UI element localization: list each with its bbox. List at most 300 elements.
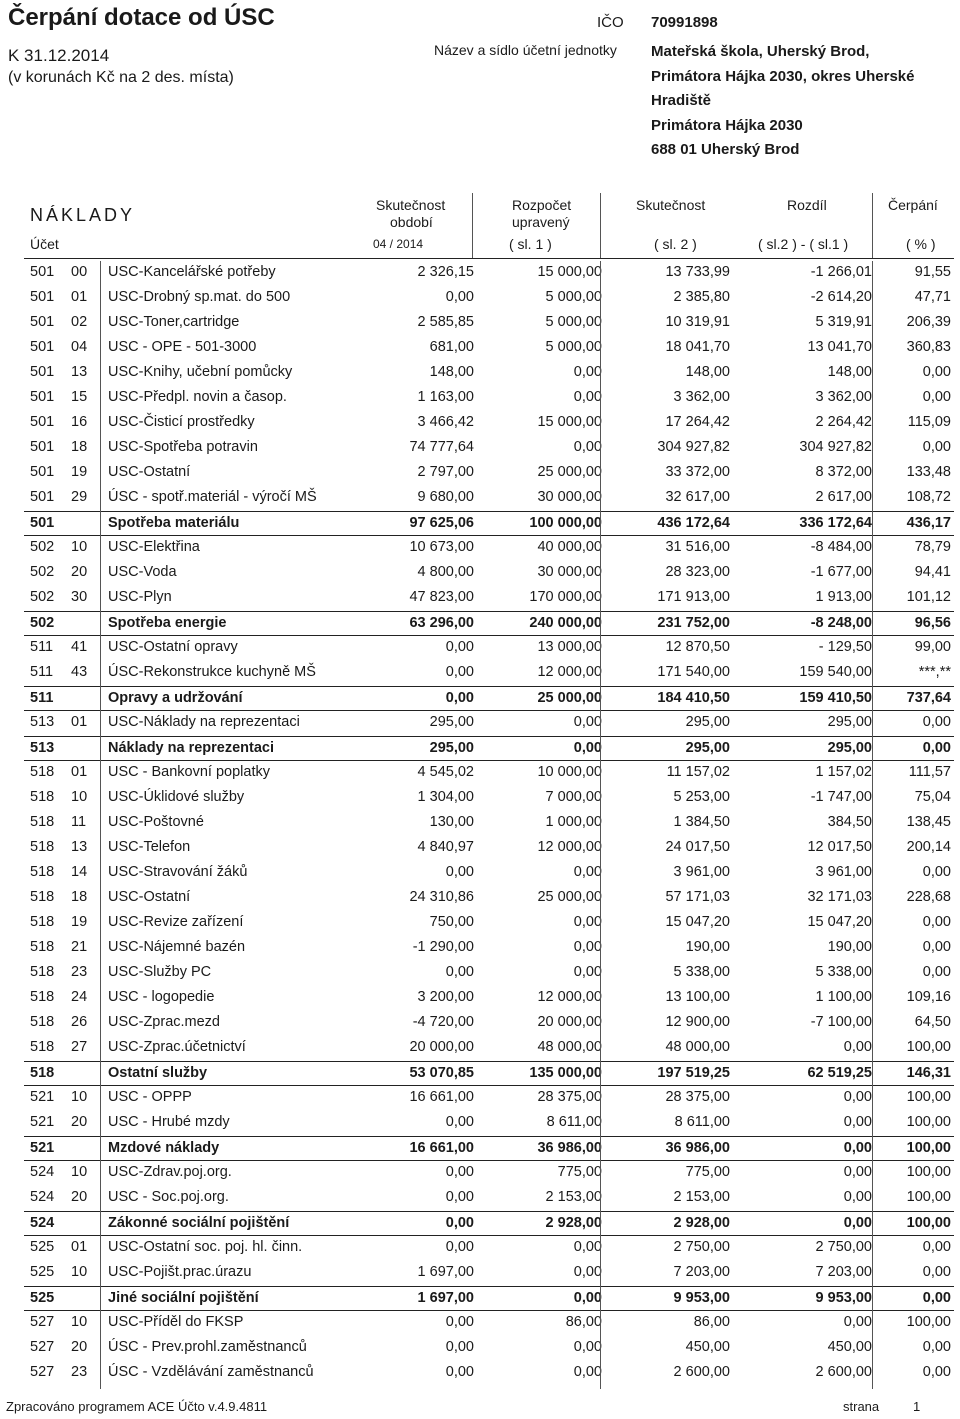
budget-value: 775,00 xyxy=(557,1164,602,1180)
budget-value: 170 000,00 xyxy=(529,589,602,605)
table-total-row xyxy=(24,611,954,636)
budget-value: 48 000,00 xyxy=(537,1039,602,1055)
row-description: Mzdové náklady xyxy=(108,1140,220,1156)
subaccount-code: 24 xyxy=(71,989,88,1005)
section-heading: NÁKLADY xyxy=(30,205,136,225)
difference-value: 3 961,00 xyxy=(815,864,872,880)
actual-value: 36 986,00 xyxy=(665,1140,730,1156)
difference-value: 5 319,91 xyxy=(815,314,872,330)
actual-period-value: 1 163,00 xyxy=(417,389,474,405)
budget-value: 5 000,00 xyxy=(545,314,602,330)
entity-address xyxy=(651,40,915,163)
table-row xyxy=(24,1036,954,1061)
percentage-value: 100,00 xyxy=(906,1089,951,1105)
budget-value: 0,00 xyxy=(573,939,602,955)
table-row xyxy=(24,986,954,1011)
percentage-value: 0,00 xyxy=(922,1339,951,1355)
difference-value: 0,00 xyxy=(843,1114,872,1130)
account-code: 518 xyxy=(30,889,55,905)
actual-value: 13 733,99 xyxy=(665,264,730,280)
actual-period-value: 47 823,00 xyxy=(409,589,474,605)
subaccount-code: 43 xyxy=(71,664,88,680)
difference-value: 0,00 xyxy=(843,1215,872,1231)
difference-value: 384,50 xyxy=(827,814,872,830)
difference-value: -8 248,00 xyxy=(810,615,872,631)
percentage-value: 0,00 xyxy=(922,1239,951,1255)
table-row xyxy=(24,886,954,911)
account-code: 518 xyxy=(30,864,55,880)
actual-period-value: 0,00 xyxy=(445,639,474,655)
row-description: USC-Ostatní opravy xyxy=(108,639,238,655)
percentage-value: 100,00 xyxy=(906,1140,951,1156)
actual-period-value: 9 680,00 xyxy=(417,489,474,505)
table-total-row xyxy=(24,511,954,536)
actual-period-value: 0,00 xyxy=(445,289,474,305)
actual-period-value: 1 697,00 xyxy=(417,1290,474,1306)
difference-value: 190,00 xyxy=(827,939,872,955)
table-total-row xyxy=(24,1286,954,1311)
subaccount-code: 18 xyxy=(71,889,88,905)
account-code: 502 xyxy=(30,539,55,555)
percentage-value: 100,00 xyxy=(906,1039,951,1055)
difference-value: -8 484,00 xyxy=(810,539,872,555)
difference-value: 1 100,00 xyxy=(815,989,872,1005)
table-row xyxy=(24,1261,954,1286)
actual-value: 5 253,00 xyxy=(673,789,730,805)
subaccount-code: 13 xyxy=(71,839,88,855)
row-description: USC-Poštovné xyxy=(108,814,204,830)
actual-value: 28 375,00 xyxy=(665,1089,730,1105)
actual-period-value: 53 070,85 xyxy=(409,1065,474,1081)
entity-line: Primátora Hájka 2030, okres Uherské xyxy=(651,67,915,85)
actual-period-value: 0,00 xyxy=(445,1339,474,1355)
table-total-row xyxy=(24,686,954,711)
actual-period-value: 2 797,00 xyxy=(417,464,474,480)
table-row xyxy=(24,761,954,786)
row-description: USC-Voda xyxy=(108,564,177,580)
subaccount-code: 01 xyxy=(71,714,88,730)
percentage-value: 111,57 xyxy=(908,764,951,780)
difference-value: 62 519,25 xyxy=(807,1065,872,1081)
account-code: 501 xyxy=(30,339,55,355)
budget-value: 0,00 xyxy=(573,439,602,455)
actual-value: 184 410,50 xyxy=(657,690,730,706)
difference-value: 304 927,82 xyxy=(799,439,872,455)
table-total-row xyxy=(24,1061,954,1086)
subaccount-code: 16 xyxy=(71,414,88,430)
budget-value: 7 000,00 xyxy=(545,789,602,805)
subaccount-code: 01 xyxy=(71,764,88,780)
table-row xyxy=(24,386,954,411)
footer-page-number: 1 xyxy=(913,1399,921,1414)
actual-period-value: 97 625,06 xyxy=(409,515,474,531)
actual-value: 3 961,00 xyxy=(673,864,730,880)
percentage-value: 115,09 xyxy=(907,414,951,430)
percentage-value: 100,00 xyxy=(906,1164,951,1180)
percentage-value: ***,** xyxy=(918,664,951,680)
row-description: USC-Revize zařízení xyxy=(108,914,244,930)
table-row xyxy=(24,1161,954,1186)
difference-value: 450,00 xyxy=(827,1339,872,1355)
account-code: 518 xyxy=(30,1039,55,1055)
actual-value: 2 153,00 xyxy=(673,1189,730,1205)
row-description: USC-Služby PC xyxy=(108,964,212,980)
difference-value: 2 750,00 xyxy=(815,1239,872,1255)
actual-value: 28 323,00 xyxy=(665,564,730,580)
account-code: 521 xyxy=(30,1114,55,1130)
row-description: USC-Knihy, učební pomůcky xyxy=(108,364,293,380)
difference-value: 0,00 xyxy=(843,1089,872,1105)
row-description: USC-Ostatní xyxy=(108,464,191,480)
subaccount-code: 10 xyxy=(71,1089,88,1105)
budget-value: 12 000,00 xyxy=(537,989,602,1005)
col1-heading-b: období xyxy=(390,214,433,230)
budget-value: 25 000,00 xyxy=(537,690,602,706)
budget-value: 5 000,00 xyxy=(545,289,602,305)
table-row xyxy=(24,1361,954,1386)
actual-period-value: 4 800,00 xyxy=(417,564,474,580)
col3-heading-b: ( sl. 2 ) xyxy=(654,236,697,252)
budget-value: 30 000,00 xyxy=(537,489,602,505)
table-row xyxy=(24,811,954,836)
account-code: 511 xyxy=(30,664,54,680)
actual-value: 8 611,00 xyxy=(674,1114,730,1130)
account-code: 518 xyxy=(30,1065,55,1081)
row-description: USC - logopedie xyxy=(108,989,215,1005)
budget-value: 40 000,00 xyxy=(537,539,602,555)
actual-period-value: 0,00 xyxy=(445,1189,474,1205)
percentage-value: 360,83 xyxy=(906,339,951,355)
actual-period-value: 0,00 xyxy=(445,1114,474,1130)
table-row xyxy=(24,286,954,311)
col4-heading-a: Rozdíl xyxy=(787,197,827,213)
table-row xyxy=(24,361,954,386)
account-code: 501 xyxy=(30,439,55,455)
account-code: 501 xyxy=(30,289,55,305)
budget-value: 25 000,00 xyxy=(537,464,602,480)
actual-period-value: 0,00 xyxy=(445,664,474,680)
difference-value: 0,00 xyxy=(843,1164,872,1180)
table-row xyxy=(24,1311,954,1336)
actual-value: 5 338,00 xyxy=(673,964,730,980)
cost-table xyxy=(24,261,954,1386)
col1-heading-a: Skutečnost xyxy=(376,197,446,213)
actual-value: 2 928,00 xyxy=(673,1215,730,1231)
account-code: 502 xyxy=(30,589,55,605)
row-description: Ostatní služby xyxy=(108,1065,208,1081)
subaccount-code: 01 xyxy=(71,1239,88,1255)
table-row xyxy=(24,1236,954,1261)
actual-period-value: 0,00 xyxy=(445,1164,474,1180)
percentage-value: 100,00 xyxy=(906,1314,951,1330)
percentage-value: 206,39 xyxy=(906,314,951,330)
budget-value: 0,00 xyxy=(573,740,602,756)
actual-value: 24 017,50 xyxy=(665,839,730,855)
actual-value: 295,00 xyxy=(685,740,730,756)
entity-line: Mateřská škola, Uherský Brod, xyxy=(651,43,870,60)
subaccount-code: 10 xyxy=(71,1164,88,1180)
col5-heading-a: Čerpání xyxy=(888,197,938,213)
subaccount-code: 15 xyxy=(71,389,88,405)
table-row xyxy=(24,586,954,611)
difference-value: 295,00 xyxy=(827,740,872,756)
row-description: USC-Plyn xyxy=(108,589,172,605)
account-code: 518 xyxy=(30,964,55,980)
account-code: 501 xyxy=(30,364,55,380)
subaccount-code: 10 xyxy=(71,1264,88,1280)
table-row xyxy=(24,411,954,436)
subaccount-code: 20 xyxy=(71,1189,88,1205)
difference-value: 7 203,00 xyxy=(815,1264,872,1280)
difference-value: -1 677,00 xyxy=(810,564,872,580)
column-divider xyxy=(472,193,473,258)
table-row xyxy=(24,311,954,336)
account-code: 518 xyxy=(30,914,55,930)
table-row xyxy=(24,561,954,586)
budget-value: 13 000,00 xyxy=(537,639,602,655)
subaccount-code: 30 xyxy=(71,589,88,605)
actual-period-value: 20 000,00 xyxy=(409,1039,474,1055)
row-description: USC - OPE - 501-3000 xyxy=(108,339,257,355)
actual-period-value: 295,00 xyxy=(429,714,474,730)
actual-period-value: 2 585,85 xyxy=(417,314,474,330)
actual-value: 2 600,00 xyxy=(673,1364,730,1380)
report-date: K 31.12.2014 xyxy=(8,46,110,65)
account-code: 501 xyxy=(30,515,55,531)
actual-value: 190,00 xyxy=(685,939,730,955)
row-description: USC - OPPP xyxy=(108,1089,192,1105)
actual-value: 57 171,03 xyxy=(665,889,730,905)
actual-value: 450,00 xyxy=(685,1339,730,1355)
percentage-value: 94,41 xyxy=(914,564,951,580)
difference-value: 336 172,64 xyxy=(799,515,872,531)
actual-value: 775,00 xyxy=(685,1164,730,1180)
subaccount-code: 20 xyxy=(71,1339,88,1355)
subaccount-code: 41 xyxy=(71,639,88,655)
subaccount-code: 29 xyxy=(71,489,88,505)
actual-value: 10 319,91 xyxy=(665,314,730,330)
account-code: 518 xyxy=(30,764,55,780)
actual-period-value: 3 466,42 xyxy=(417,414,474,430)
row-description: Jiné sociální pojištění xyxy=(108,1290,259,1306)
percentage-value: 64,50 xyxy=(914,1014,951,1030)
percentage-value: 0,00 xyxy=(922,389,951,405)
budget-value: 2 153,00 xyxy=(545,1189,602,1205)
actual-value: 15 047,20 xyxy=(665,914,730,930)
subaccount-code: 00 xyxy=(71,264,88,280)
account-code: 513 xyxy=(30,714,55,730)
budget-value: 0,00 xyxy=(573,1364,602,1380)
percentage-value: 47,71 xyxy=(914,289,951,305)
difference-value: 0,00 xyxy=(843,1314,872,1330)
difference-value: 295,00 xyxy=(827,714,872,730)
footer-page-label: strana xyxy=(843,1399,880,1414)
subaccount-code: 11 xyxy=(71,814,87,830)
subaccount-code: 23 xyxy=(71,1364,88,1380)
actual-value: 31 516,00 xyxy=(665,539,730,555)
table-row xyxy=(24,861,954,886)
difference-value: 5 338,00 xyxy=(815,964,872,980)
actual-period-value: -1 290,00 xyxy=(412,939,474,955)
account-code: 518 xyxy=(30,839,55,855)
difference-value: 1 157,02 xyxy=(815,764,872,780)
actual-value: 231 752,00 xyxy=(657,615,730,631)
actual-period-value: 4 840,97 xyxy=(417,839,474,855)
difference-value: 159 540,00 xyxy=(799,664,872,680)
row-description: ÚSC - spotř.materiál - výročí MŠ xyxy=(108,489,317,505)
table-row xyxy=(24,1111,954,1136)
percentage-value: 0,00 xyxy=(922,964,951,980)
subaccount-code: 19 xyxy=(71,914,88,930)
column-divider xyxy=(872,193,873,258)
column-divider xyxy=(600,193,601,258)
percentage-value: 133,48 xyxy=(906,464,951,480)
percentage-value: 0,00 xyxy=(922,364,951,380)
difference-value: 2 264,42 xyxy=(815,414,872,430)
account-heading: Účet xyxy=(30,236,59,252)
actual-period-value: 3 200,00 xyxy=(417,989,474,1005)
row-description: USC-Náklady na reprezentaci xyxy=(108,714,300,730)
actual-value: 9 953,00 xyxy=(673,1290,730,1306)
actual-period-value: 1 697,00 xyxy=(417,1264,474,1280)
subaccount-code: 19 xyxy=(71,464,88,480)
account-code: 521 xyxy=(30,1089,55,1105)
percentage-value: 0,00 xyxy=(922,914,951,930)
actual-value: 17 264,42 xyxy=(665,414,730,430)
column-divider xyxy=(600,261,601,1389)
actual-period-value: 0,00 xyxy=(445,1215,474,1231)
budget-value: 0,00 xyxy=(573,364,602,380)
actual-value: 2 385,80 xyxy=(673,289,730,305)
actual-period-value: 16 661,00 xyxy=(409,1140,474,1156)
budget-value: 86,00 xyxy=(565,1314,602,1330)
account-code: 518 xyxy=(30,989,55,1005)
difference-value: 2 617,00 xyxy=(815,489,872,505)
actual-period-value: 1 304,00 xyxy=(417,789,474,805)
budget-value: 36 986,00 xyxy=(537,1140,602,1156)
row-description: ÚSC - Vzdělávání zaměstnanců xyxy=(108,1364,314,1380)
actual-value: 295,00 xyxy=(685,714,730,730)
budget-value: 0,00 xyxy=(573,714,602,730)
difference-value: -1 266,01 xyxy=(810,264,872,280)
row-description: Opravy a udržování xyxy=(108,690,243,706)
entity-line: Hradiště xyxy=(651,92,712,109)
budget-value: 0,00 xyxy=(573,1339,602,1355)
col1-heading-c: 04 / 2014 xyxy=(373,237,424,251)
col2-heading-c: ( sl. 1 ) xyxy=(509,236,552,252)
account-code: 525 xyxy=(30,1239,55,1255)
table-row xyxy=(24,836,954,861)
row-description: USC-Drobný sp.mat. do 500 xyxy=(108,289,291,305)
percentage-value: 100,00 xyxy=(906,1215,951,1231)
table-row xyxy=(24,436,954,461)
entity-label: Název a sídlo účetní jednotky xyxy=(434,42,617,58)
percentage-value: 108,72 xyxy=(906,489,951,505)
row-description: USC-Čisticí prostředky xyxy=(108,414,255,430)
budget-value: 28 375,00 xyxy=(537,1089,602,1105)
actual-value: 197 519,25 xyxy=(657,1065,730,1081)
row-description: ÚSC - Prev.prohl.zaměstnanců xyxy=(108,1339,307,1355)
subaccount-code: 14 xyxy=(71,864,88,880)
table-total-row xyxy=(24,1211,954,1236)
difference-value: 13 041,70 xyxy=(807,339,872,355)
row-description: USC-Ostatní xyxy=(108,889,191,905)
table-row xyxy=(24,786,954,811)
row-description: Náklady na reprezentaci xyxy=(108,740,275,756)
difference-value: 0,00 xyxy=(843,1140,872,1156)
percentage-value: 101,12 xyxy=(906,589,951,605)
row-description: Spotřeba energie xyxy=(108,615,227,631)
percentage-value: 0,00 xyxy=(922,1364,951,1380)
actual-value: 86,00 xyxy=(693,1314,730,1330)
actual-period-value: 130,00 xyxy=(429,814,474,830)
subaccount-code: 26 xyxy=(71,1014,88,1030)
account-code: 501 xyxy=(30,464,55,480)
percentage-value: 91,55 xyxy=(914,264,951,280)
percentage-value: 146,31 xyxy=(906,1065,951,1081)
percentage-value: 436,17 xyxy=(906,515,951,531)
row-description: USC - Bankovní poplatky xyxy=(108,764,270,780)
table-total-row xyxy=(24,736,954,761)
subaccount-code: 23 xyxy=(71,964,88,980)
account-code: 524 xyxy=(30,1189,55,1205)
actual-value: 148,00 xyxy=(685,364,730,380)
actual-value: 11 157,02 xyxy=(666,764,730,780)
budget-value: 100 000,00 xyxy=(529,515,602,531)
table-row xyxy=(24,711,954,736)
percentage-value: 78,79 xyxy=(914,539,951,555)
table-row xyxy=(24,961,954,986)
actual-value: 436 172,64 xyxy=(657,515,730,531)
difference-value: 15 047,20 xyxy=(807,914,872,930)
account-code: 511 xyxy=(30,690,54,706)
actual-value: 304 927,82 xyxy=(657,439,730,455)
difference-value: 8 372,00 xyxy=(815,464,872,480)
budget-value: 0,00 xyxy=(573,964,602,980)
row-description: USC-Stravování žáků xyxy=(108,864,248,880)
budget-value: 12 000,00 xyxy=(537,664,602,680)
subaccount-code: 02 xyxy=(71,314,88,330)
account-code: 513 xyxy=(30,740,55,756)
difference-value: 159 410,50 xyxy=(799,690,872,706)
account-code: 501 xyxy=(30,264,55,280)
row-description: USC-Příděl do FKSP xyxy=(108,1314,244,1330)
actual-value: 7 203,00 xyxy=(673,1264,730,1280)
subaccount-code: 10 xyxy=(71,789,88,805)
percentage-value: 138,45 xyxy=(906,814,951,830)
col2-heading-b: upravený xyxy=(512,214,570,230)
account-code: 527 xyxy=(30,1339,55,1355)
table-row xyxy=(24,1186,954,1211)
budget-value: 2 928,00 xyxy=(545,1215,602,1231)
budget-value: 0,00 xyxy=(573,389,602,405)
percentage-value: 200,14 xyxy=(906,839,951,855)
ico-label: IČO xyxy=(597,14,624,31)
row-description: USC-Telefon xyxy=(108,839,191,855)
difference-value: 12 017,50 xyxy=(807,839,872,855)
difference-value: 2 600,00 xyxy=(815,1364,872,1380)
account-code: 511 xyxy=(30,639,54,655)
account-code: 502 xyxy=(30,564,55,580)
percentage-value: 100,00 xyxy=(906,1114,951,1130)
subaccount-code: 27 xyxy=(71,1039,88,1055)
actual-period-value: 4 545,02 xyxy=(417,764,474,780)
actual-period-value: 24 310,86 xyxy=(409,889,474,905)
percentage-value: 0,00 xyxy=(922,864,951,880)
account-code: 502 xyxy=(30,615,55,631)
difference-value: -7 100,00 xyxy=(810,1014,872,1030)
footer-program: Zpracováno programem ACE Účto v.4.9.4811 xyxy=(6,1399,268,1414)
